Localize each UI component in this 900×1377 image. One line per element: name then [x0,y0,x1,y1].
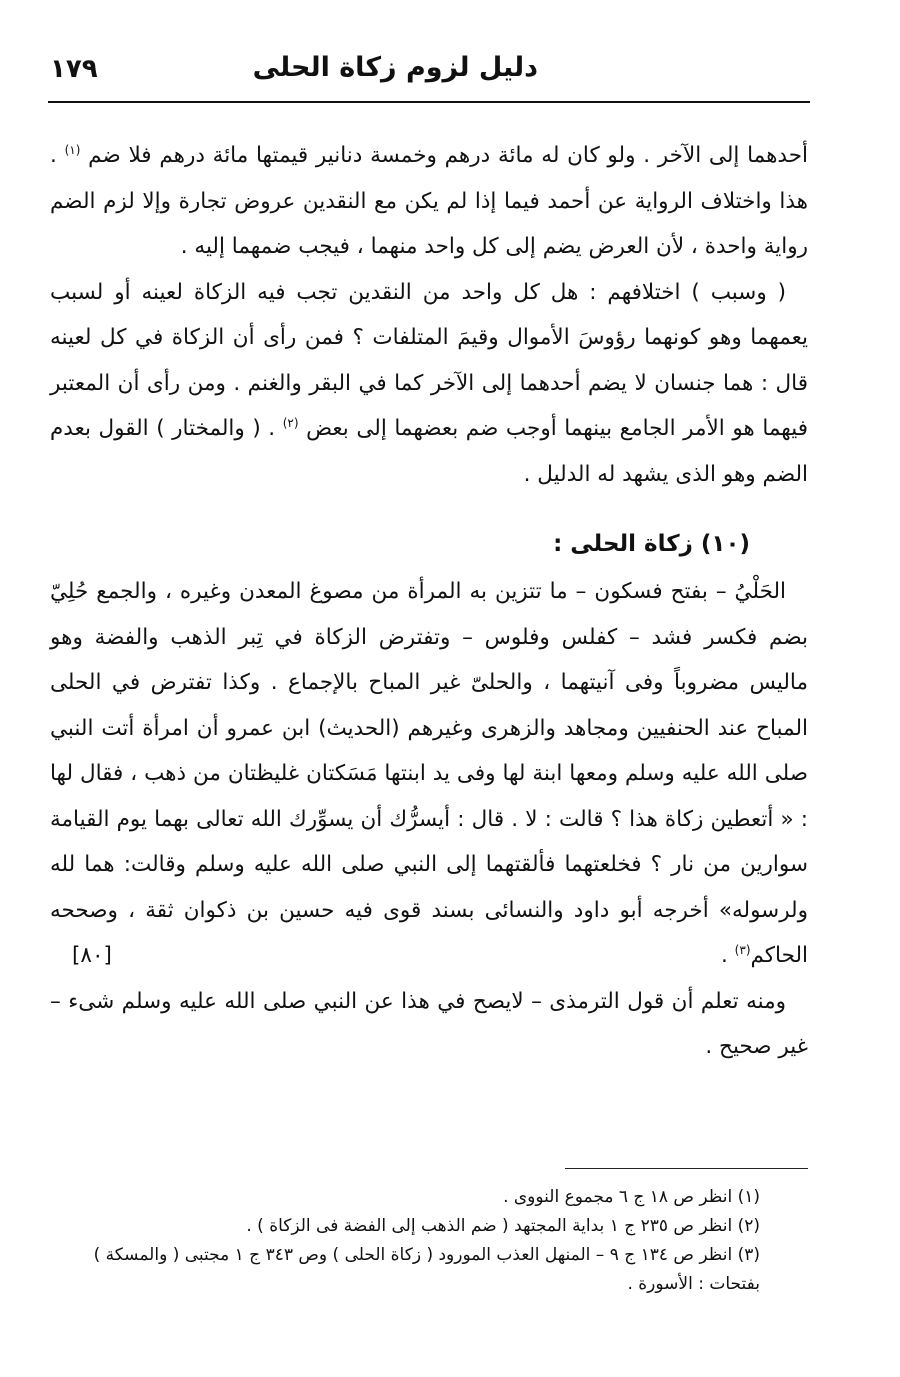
footnote-marker: (٣) [734,942,751,957]
hadith-reference-number: [٨٠] [72,943,112,968]
footnote-marker: (١) [64,142,81,157]
paragraph-tirmidhi [50,979,808,1070]
footnotes [40,1183,760,1299]
paragraph-text: ومنه تعلم أن قول الترمذى – لايصح في هذا عن النبي صلى الله عليه وسلم شىء – غير صحيح . [50,988,808,1059]
footnote-rule [565,1168,808,1169]
footnote-1: (١) انظر ص ١٨ ج ٦ مجموع النووى . [503,1187,760,1207]
paragraph-text: أحدهما إلى الآخر . ولو كان له مائة درهم وخمسة دنانير قيمتها مائة درهم فلا ضم [88,143,808,168]
paragraph-jewelry [50,569,808,979]
paragraph-text: . هذا واختلاف الرواية عن أحمد فيما إذا لم يكن مع النقدين عروض تجارة وإلا لزم الضم رواية واحدة ، لأن العرض يضم إلى كل واحد منهما ، فيجب ضمهما إليه . [50,143,808,259]
footnote-2: (٢) انظر ص ٢٣٥ ج ١ بداية المجتهد ( ضم الذهب إلى الفضة فى الزكاة ) . [246,1216,760,1236]
paragraph-text: . [720,943,728,968]
running-header [50,48,808,92]
footnote-marker: (٢) [282,415,299,430]
paragraph-text: ( وسبب ) اختلافهم : هل كل واحد من النقدين تجب فيه الزكاة لعينه أو لسبب يعمهما وهو كونهما رؤوسَ الأموال وقيمَ المتلفات ؟ فمن رأى أن الزكاة في كل لعينه قال : هما جنسان لا يضم أحدهما إلى الآخر كما في البقر والغنم . ومن رأى أن المعتبر فيهما هو الأمر الجامع بينهما أوجب ضم بعضهما إلى بعض [50,279,808,441]
page-number: ١٧٩ [50,54,98,84]
header-rule [48,101,810,103]
paragraph-text: الحَلْيُ – بفتح فسكون – ما تتزين به المرأة من مصوغ المعدن وغيره ، والجمع حُلِيّ بضم فكسر فشد – كفلس وفلوس – وتفترض الزكاة في تِبر الذهب والفضة وهو ماليس مضروباً وفى آنيتهما ، والحلىّ غير المباح بالإجماع . وكذا تفترض في الحلى المباح عند الحنفيين ومجاهد والزهرى وغيرهم (الحديث) ابن عمرو أن امرأة أتت النبي صلى الله عليه وسلم ومعها ابنة لها وفى يد ابنتها مَسَكتان غليظتان من ذهب ، فقال لها : « أتعطين زكاة هذا ؟ قالت : لا . قال : أيسرُّك أن يسوِّرك الله تعالى بهما يوم القيامة سوارين من نار ؟ فخلعتهما فألقتهما إلى النبي صلى الله عليه وسلم وقالت: هما لله ولرسوله» أخرجه أبو داود والنسائى بسند قوى فيه حسين بن ذكوان ثقة ، وصححه الحاكم [50,579,808,968]
paragraph-reason [50,270,808,498]
body-text [50,133,808,1070]
paragraph-text: . ( والمختار ) القول بعدم الضم وهو الذى يشهد له الدليل . [50,416,808,487]
footnote-3: (٣) انظر ص ١٣٤ ج ٩ – المنهل العذب المورود ( زكاة الحلى ) وص ٣٤٣ ج ١ مجتبى ( والمسكة ) بفتحات : الأسورة . [93,1245,760,1294]
section-gap [50,497,808,519]
section-heading: (١٠) زكاة الحلى : [553,531,750,557]
paragraph-continuation [50,133,808,270]
running-title: دليل لزوم زكاة الحلى [252,52,538,83]
